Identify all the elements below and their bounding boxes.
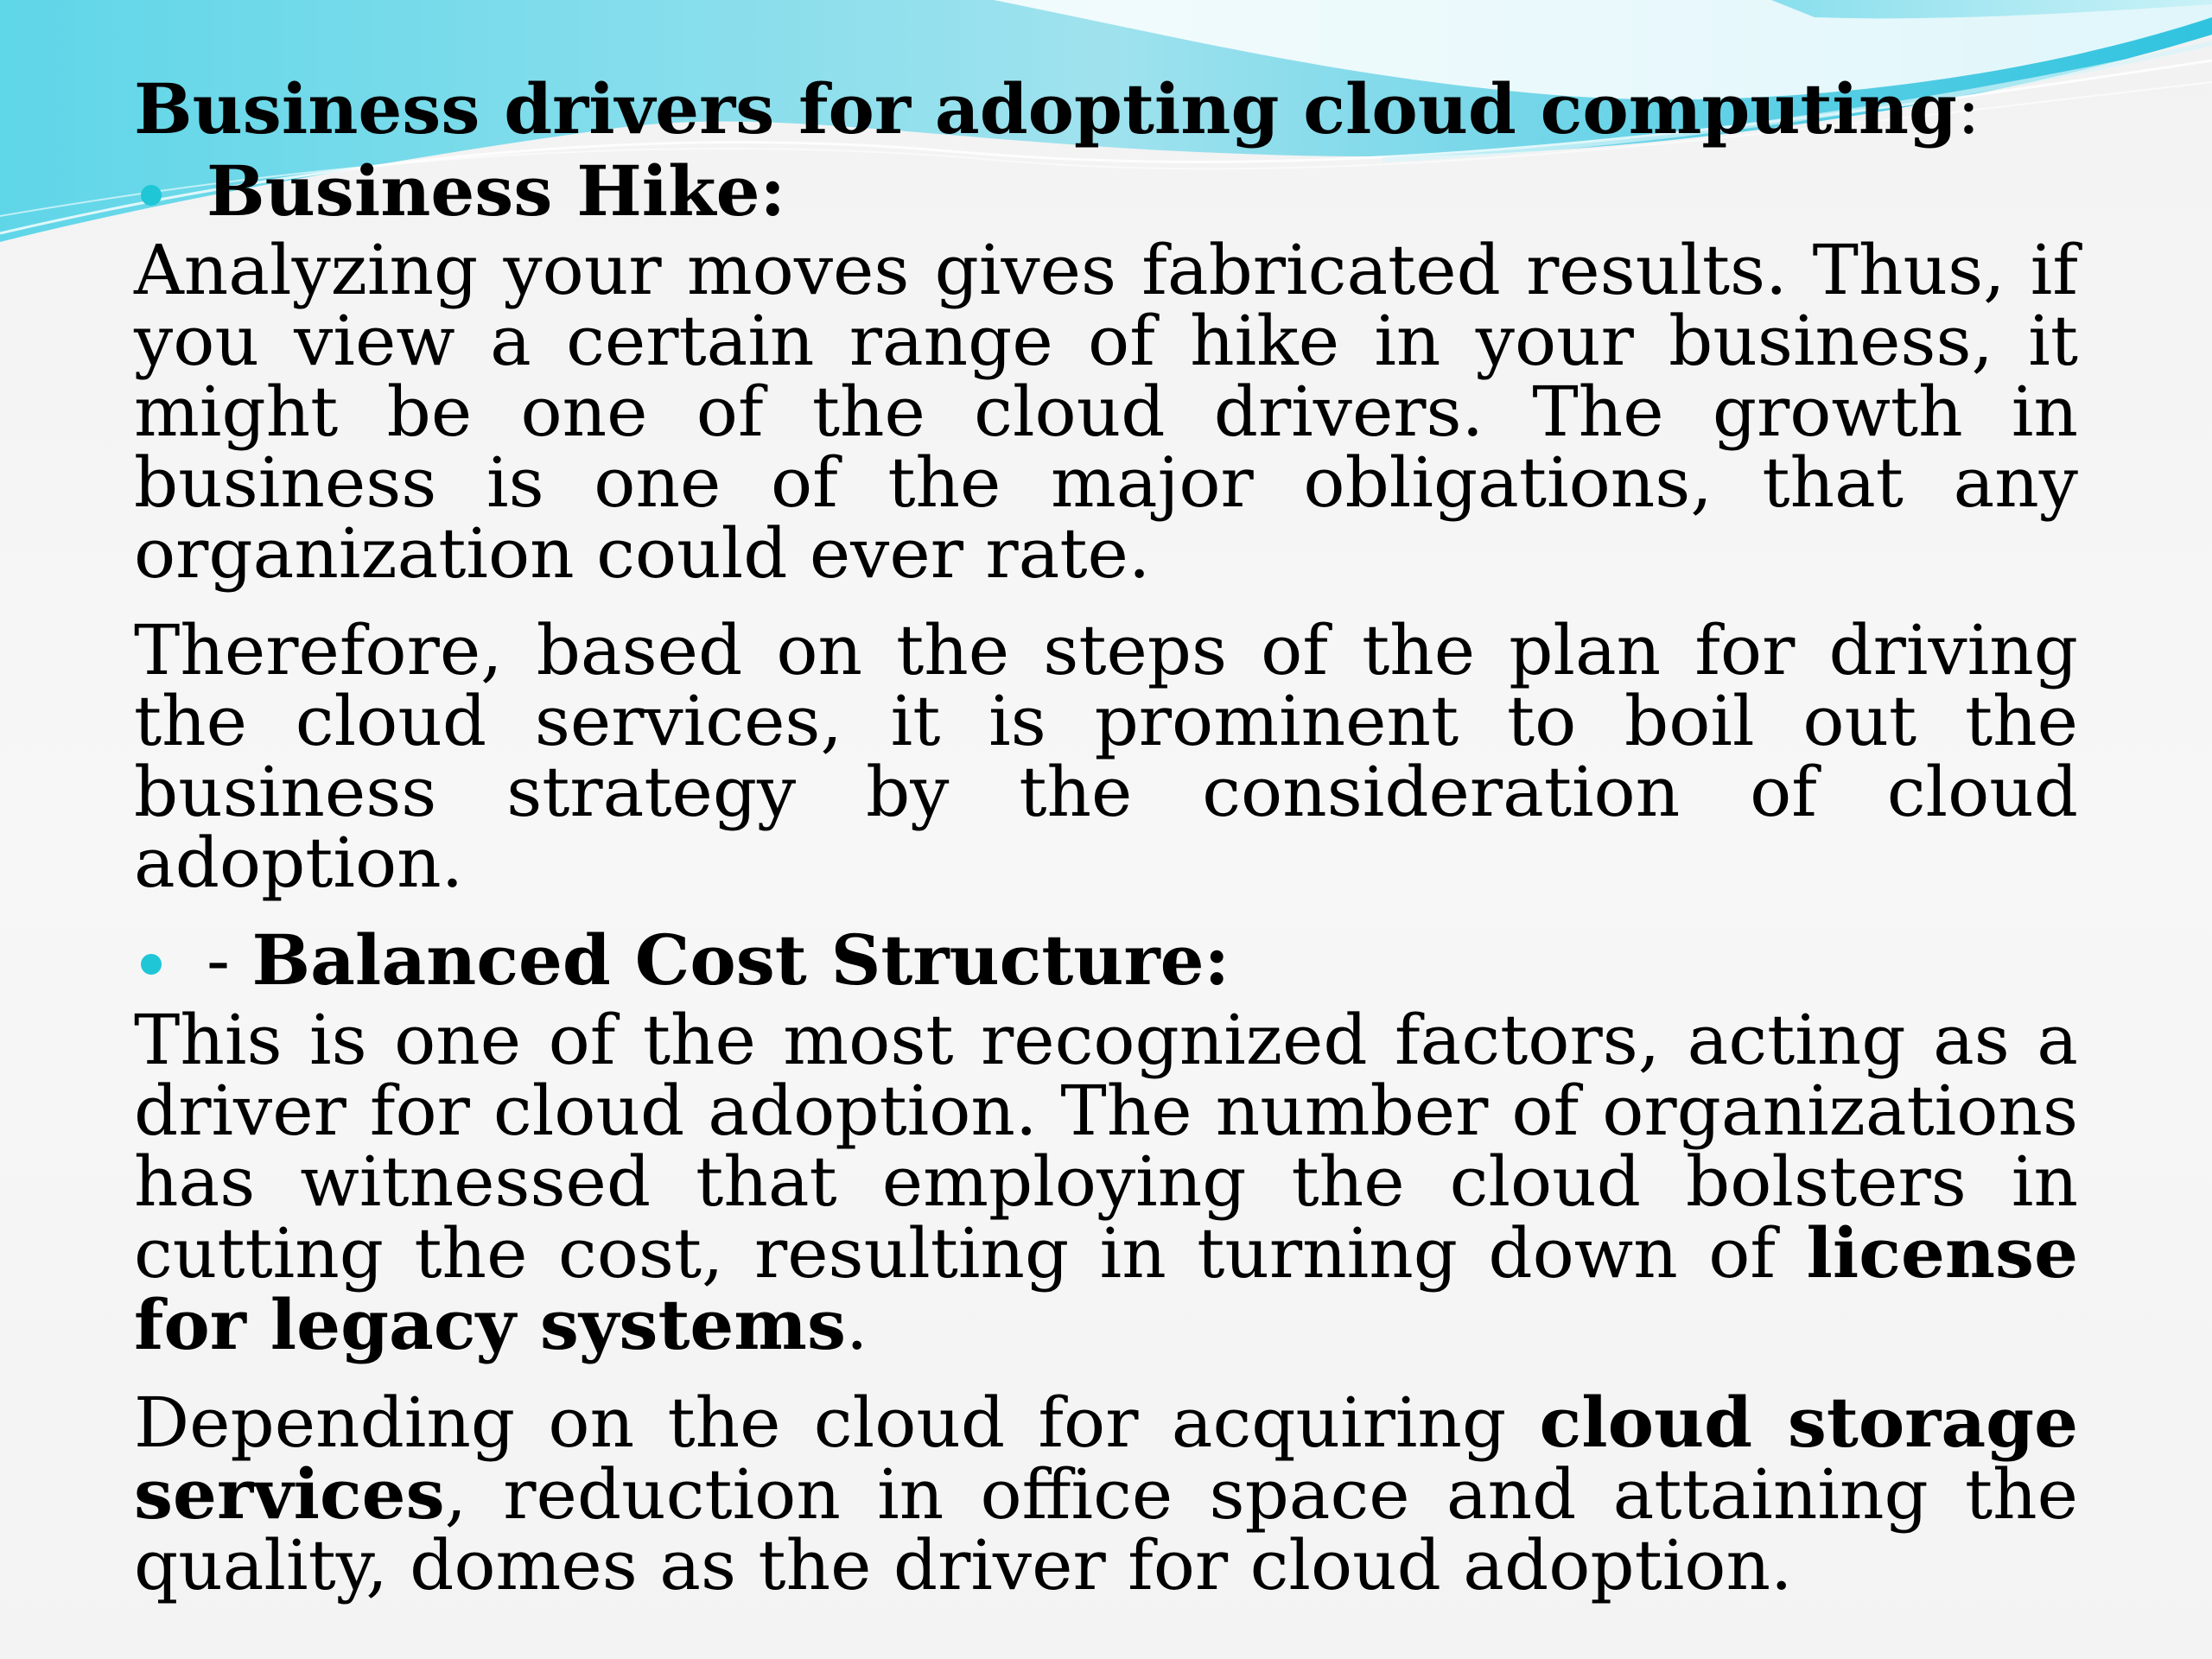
paragraph-text: Depending on the cloud for acquiring	[134, 1382, 1540, 1463]
bullet-label: Business Hike:	[207, 150, 786, 232]
paragraph-text: .	[845, 1285, 868, 1365]
bullet-label-text: Balanced Cost Structure:	[251, 919, 1230, 1001]
slide-title	[134, 68, 2078, 149]
paragraph-business-hike-1: Analyzing your moves gives fabricated results. Thus, if you view a certain range of hike in your business, it might be one of the cloud drivers. The growth in business is one of the major obligations, that any organization could ever rate.	[134, 230, 2078, 594]
bullet-balanced-cost	[134, 919, 2078, 1001]
bullet-prefix: -	[207, 920, 252, 1001]
paragraph-balanced-cost-2	[134, 1382, 2078, 1605]
bullet-label	[207, 919, 1230, 1001]
bullet-business-hike	[134, 150, 2078, 232]
bullet-dot-icon	[141, 954, 162, 975]
slide-title-text: Business drivers for adopting cloud computing	[134, 68, 1957, 149]
paragraph-business-hike-2: Therefore, based on the steps of the plan for driving the cloud services, it is prominent to boil out the business strategy by the consideration of cloud adoption.	[134, 610, 2078, 903]
paragraph-balanced-cost-1	[134, 1000, 2078, 1365]
paragraph-emphasis: license for legacy systems	[134, 1212, 2078, 1365]
bullet-dot-icon	[141, 185, 162, 206]
slide-content	[134, 68, 2078, 1627]
paragraph-text: , reduction in office space and attaining the quality, domes as the driver for cloud adoption.	[134, 1454, 2078, 1605]
paragraph-text: This is one of the most recognized factors, acting as a driver for cloud adoption. The number of organizations has witnessed that employing the cloud bolsters in cutting the cost, resulting in turning down of	[134, 1000, 2078, 1294]
paragraph-emphasis: cloud storage services	[134, 1382, 2078, 1535]
slide-title-colon: :	[1956, 69, 1980, 149]
